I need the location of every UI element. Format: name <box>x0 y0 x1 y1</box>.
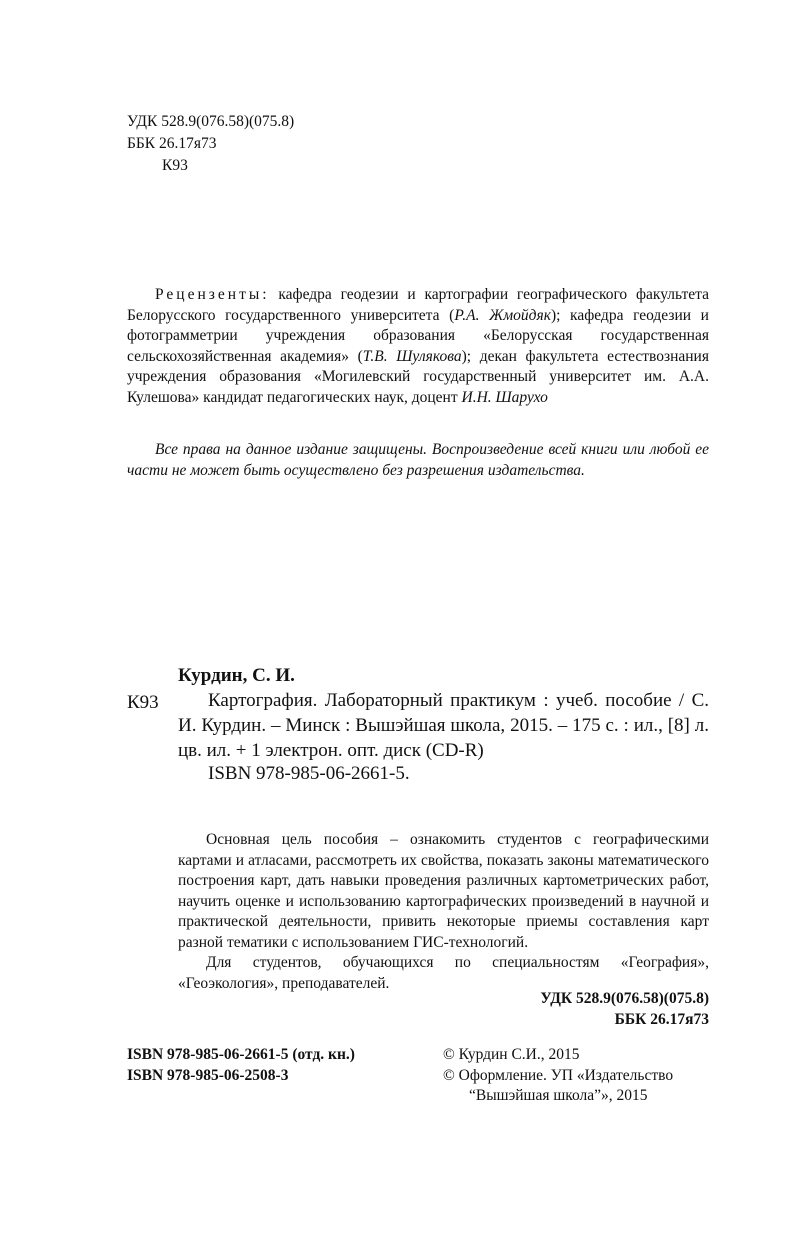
bbk-code: ББК 26.17я73 <box>127 135 217 152</box>
rights-notice <box>127 440 709 481</box>
catalog-author: Курдин, С. И. <box>178 665 295 686</box>
catalog-description-block <box>178 688 709 763</box>
reviewer-name-3: И.Н. Шарухо <box>461 388 548 406</box>
copyright-line-3: “Вышэйшая школа”», 2015 <box>469 1087 648 1104</box>
copyright-line-1: © Курдин С.И., 2015 <box>443 1046 580 1063</box>
isbn-list <box>127 1045 355 1086</box>
annotation-paragraph-1: Основная цель пособия – ознакомить студентов с географическими картами и атласами, рассмотреть их свойства, показать законы математического построения карт, дать навыки проведения различных картометрических работ, научить оценке и использованию картографических произведений в научной и практической деятельности, привить некоторые приемы составления карт разной тематики с использованием ГИС-технологий. <box>178 831 709 951</box>
catalog-isbn: ISBN 978-985-06-2661-5. <box>208 763 410 784</box>
reviewers-text-2: ); кафедра геодезии и фотограмметрии учреждения образования «Белорусская государственная сельскохозяйственная академия» ( <box>127 306 709 365</box>
copyright-block <box>443 1045 673 1107</box>
udk-code: УДК 528.9(076.58)(075.8) <box>127 113 295 130</box>
reviewers-block <box>127 285 709 408</box>
author-mark: К93 <box>162 157 188 174</box>
catalog-mark: К93 <box>127 692 159 713</box>
reviewer-name-2: Т.В. Шулякова <box>362 347 462 365</box>
bottom-udk-code: УДК 528.9(076.58)(075.8) <box>540 990 709 1007</box>
reviewers-text-1: кафедра геодезии и картографии географического факультета Белорусского государственного университета ( <box>127 286 709 324</box>
top-classification-codes <box>127 111 294 177</box>
isbn-line-1: ISBN 978-985-06-2661-5 (отд. кн.) <box>127 1046 355 1063</box>
rights-text: Все права на данное издание защищены. Воспроизведение всей книги или любой ее части не может быть осуществлено без разрешения издательства. <box>127 441 709 479</box>
bottom-classification-codes <box>540 989 709 1030</box>
reviewers-label: Рецензенты: <box>155 286 270 303</box>
annotation-paragraph-2: Для студентов, обучающихся по специальностям «География», «Геоэкология», преподавателей. <box>178 954 709 992</box>
annotation-block <box>178 830 709 994</box>
catalog-description: Картография. Лабораторный практикум : учеб. пособие / С. И. Курдин. – Минск : Вышэйшая школа, 2015. – 175 с. : ил., [8] л. цв. ил. + 1 электрон. опт. диск (CD-R) <box>178 690 709 761</box>
isbn-line-2: ISBN 978-985-06-2508-3 <box>127 1066 289 1084</box>
copyright-line-2: © Оформление. УП «Издательство <box>443 1066 674 1084</box>
reviewers-text-3: ); декан факультета естествознания учреждения образования «Могилевский государственный университет им. А.А. Кулешова» кандидат педагогических наук, доцент <box>127 347 709 406</box>
reviewer-name-1: Р.А. Жмойдяк <box>454 306 551 324</box>
bottom-bbk-code: ББК 26.17я73 <box>614 1010 709 1028</box>
